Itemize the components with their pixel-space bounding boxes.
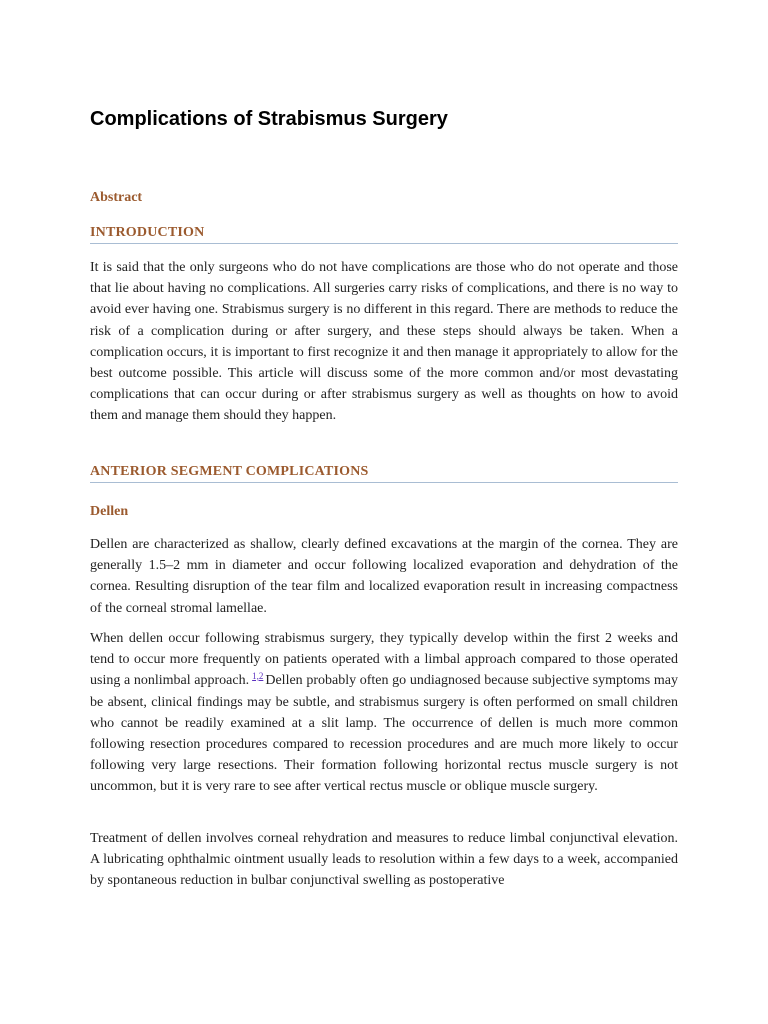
section-heading-anterior-segment: ANTERIOR SEGMENT COMPLICATIONS [90, 464, 678, 483]
document-title: Complications of Strabismus Surgery [90, 108, 448, 130]
introduction-paragraph: It is said that the only surgeons who do not have complications are those who do not operate and those that lie about having no complications. All surgeries carry risks of complications, and there is no way to avoid ever having one. Strabismus surgery is no different in this regard. There are methods to reduce the risk of a complication during or after surgery, and these steps should always be taken. When a complication occurs, it is important to first recognize it and then manage it appropriately to allow for the best outcome possible. This article will discuss some of the more common and/or most devastating complications that can occur during or after strabismus surgery as well as thoughts on how to avoid them and manage them should they happen. [90, 260, 678, 424]
section-heading-introduction: INTRODUCTION [90, 225, 678, 244]
abstract-label: Abstract [90, 190, 143, 205]
dellen-paragraph-1: Dellen are characterized as shallow, clearly defined excavations at the margin of the cornea. They are generally 1.5–2 mm in diameter and occur following localized evaporation and dehydration of the cornea. Resulting disruption of the tear film and localized evaporation result in increasing compactness of the corneal stromal lamellae. [90, 537, 678, 616]
dellen-paragraph-2 [90, 628, 678, 798]
citation-link[interactable]: 1,2 [252, 670, 264, 681]
dellen-paragraph-2-text-after: Dellen probably often go undiagnosed because subjective symptoms may be absent, clinical findings may be subtle, and strabismus surgery is often performed on small children who cannot be readily examined at a slit lamp. The occurrence of dellen is much more common following resection procedures compared to recession procedures and are much more likely to occur following very large resections. Their formation following horizontal rectus muscle surgery is not uncommon, but it is very rare to see after vertical rectus muscle or oblique muscle surgery. [90, 673, 678, 795]
dellen-paragraph-2-text-before: When dellen occur following strabismus surgery, they typically develop within the first 2 weeks and tend to occur more frequently on patients operated with a limbal approach compared to those operated using a nonlimbal approach. [90, 631, 678, 689]
dellen-paragraph-3: Treatment of dellen involves corneal rehydration and measures to reduce limbal conjunctival elevation. A lubricating ophthalmic ointment usually leads to resolution within a few days to a week, accompanied by spontaneous reduction in bulbar conjunctival swelling as postoperative [90, 831, 678, 889]
subsection-heading-dellen: Dellen [90, 504, 129, 519]
